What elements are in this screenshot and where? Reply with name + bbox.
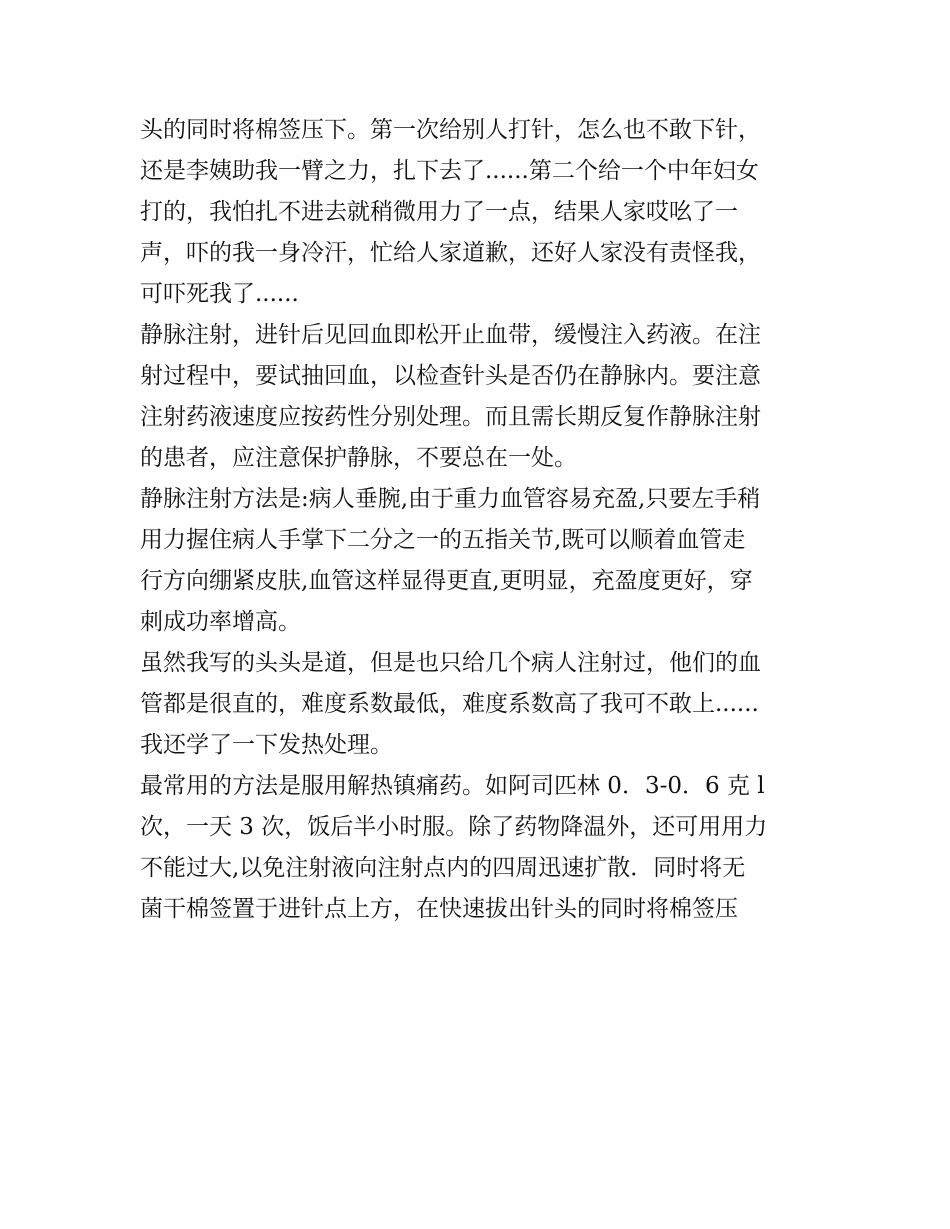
text-line: 打的，我怕扎不进去就稍微用力了一点，结果人家哎吆了一 (140, 199, 738, 225)
text-line: 刺成功率增高。 (140, 609, 301, 635)
document-body (140, 110, 815, 930)
text-line: 注射药液速度应按药性分别处理。而且需长期反复作静脉注射 (140, 404, 761, 430)
text-line: 行方向绷紧皮肤,血管这样显得更直,更明显，充盈度更好，穿 (140, 568, 753, 594)
text-line: 我还学了一下发热处理。 (140, 732, 393, 758)
text-line: 还是李姨助我一臂之力，扎下去了......第二个给一个中年妇女 (140, 158, 759, 184)
text-line: 的患者，应注意保护静脉，不要总在一处。 (140, 445, 577, 471)
text-line: 静脉注射方法是:病人垂腕,由于重力血管容易充盈,只要左手稍 (140, 486, 761, 512)
text-line: 次，一天 3 次，饭后半小时服。除了药物降温外，还可用用力 (140, 814, 768, 840)
text-line: 虽然我写的头头是道，但是也只给几个病人注射过，他们的血 (140, 650, 761, 676)
text-line: 静脉注射，进针后见回血即松开止血带，缓慢注入药液。在注 (140, 322, 761, 348)
text-line: 可吓死我了...... (140, 281, 299, 307)
text-line: 头的同时将棉签压下。第一次给别人打针，怎么也不敢下针， (140, 117, 761, 143)
text-line: 声，吓的我一身冷汗，忙给人家道歉，还好人家没有责怪我， (140, 240, 761, 266)
text-line: 用力握住病人手掌下二分之一的五指关节,既可以顺着血管走 (140, 527, 746, 553)
text-line: 不能过大,以免注射液向注射点内的四周迅速扩散．同时将无 (140, 855, 746, 881)
text-line: 射过程中，要试抽回血，以检查针头是否仍在静脉内。要注意 (140, 363, 761, 389)
text-line: 菌干棉签置于进针点上方，在快速拔出针头的同时将棉签压 (140, 896, 738, 922)
text-line: 管都是很直的，难度系数最低，难度系数高了我可不敢上...... (140, 691, 759, 717)
text-line: 最常用的方法是服用解热镇痛药。如阿司匹林 0．3-0．6 克 l (140, 773, 765, 799)
